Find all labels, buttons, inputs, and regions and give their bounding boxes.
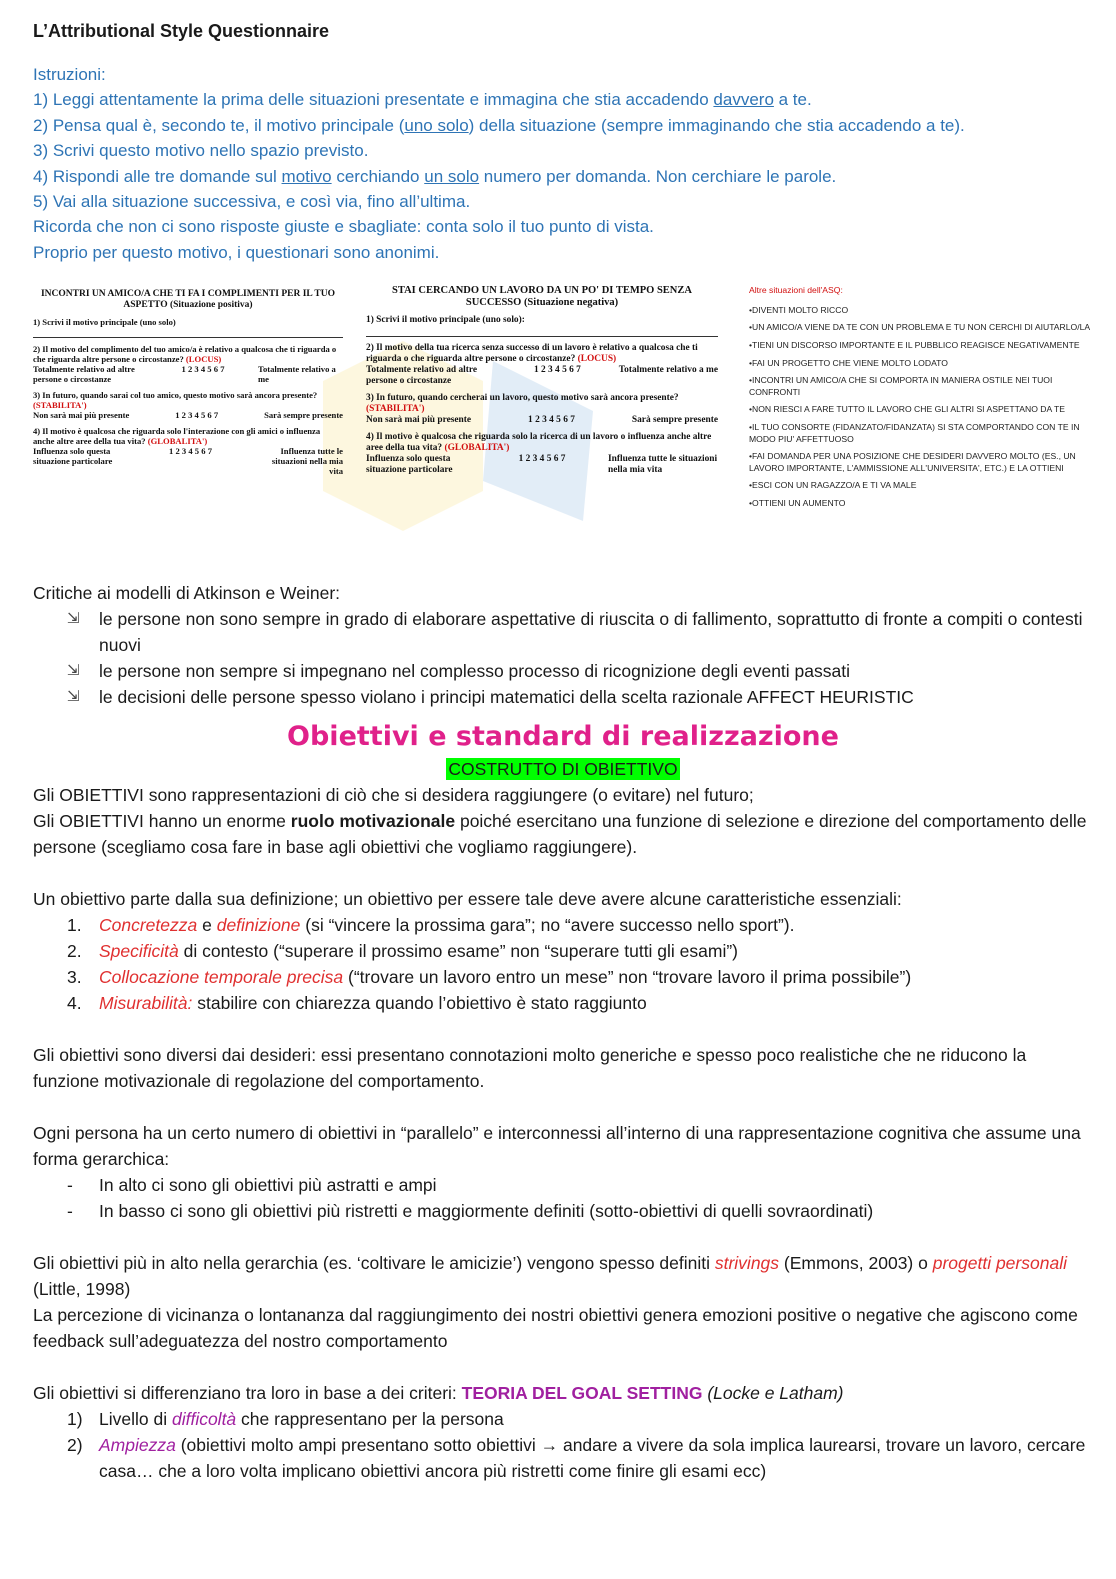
- instruction-4: 4) Rispondi alle tre domande sul motivo cerchiando un solo numero per domanda. Non cerchiare le parole.: [33, 166, 837, 186]
- list-item: •TIENI UN DISCORSO IMPORTANTE E IL PUBBLICO REAGISCE NEGATIVAMENTE: [749, 340, 1080, 351]
- paragraph: Un obiettivo parte dalla sua definizione; un obiettivo per essere tale deve avere alcune caratteristiche essenziali:: [33, 889, 902, 910]
- list-item: •OTTIENI UN AUMENTO: [749, 497, 846, 508]
- list-item: •FAI UN PROGETTO CHE VIENE MOLTO LODATO: [749, 357, 948, 368]
- arrow-bullet-icon: ⇲: [67, 688, 80, 706]
- paragraph: La percezione di vicinanza o lontananza dal raggiungimento dei nostri obiettivi genera emozioni positive o negative che agiscono come feedback sull’adeguatezza del nostro comportamento: [33, 1305, 1078, 1352]
- list-item: 1. Concretezza e definizione (si “vincere la prossima gara”; no “avere successo nello sport”).: [67, 915, 795, 936]
- paragraph: Gli obiettivi si differenziano tra loro in base a dei criteri: TEORIA DEL GOAL SETTING (Locke e Latham): [33, 1383, 844, 1404]
- list-item: •UN AMICO/A VIENE DA TE CON UN PROBLEMA E TU NON CERCHI DI AIUTARLO/LA: [749, 322, 1091, 333]
- list-item: 4. Misurabilità: stabilire con chiarezza quando l’obiettivo è stato raggiunto: [67, 993, 647, 1014]
- paragraph: Gli obiettivi più in alto nella gerarchia (es. ‘coltivare le amicizie’) vengono spesso definiti strivings (Emmons, 2003) o progetti personali (Little, 1998): [33, 1253, 1067, 1300]
- paragraph: Gli OBIETTIVI sono rappresentazioni di ciò che si desidera raggiungere (o evitare) nel futuro;: [33, 785, 754, 806]
- instruction-3: 3) Scrivi questo motivo nello spazio previsto.: [33, 141, 369, 161]
- list-item: •ESCI CON UN RAGAZZO/A E TI VA MALE: [749, 480, 917, 491]
- list-item: - In alto ci sono gli obiettivi più astratti e ampi: [67, 1175, 437, 1196]
- highlighted-subheading: COSTRUTTO DI OBIETTIVO: [448, 759, 678, 780]
- paragraph: Gli OBIETTIVI hanno un enorme ruolo motivazionale poiché esercitano una funzione di selezione e direzione del comportamento delle persone (scegliamo cosa fare in base agli obiettivi che vogliamo raggiungere).: [33, 811, 1087, 858]
- instructions: [33, 62, 1093, 265]
- critiques-list: [33, 606, 1093, 710]
- questionnaire-images: [33, 281, 1093, 566]
- hierarchy-list: [33, 1172, 1093, 1224]
- document-title: L’Attributional Style Questionnaire: [33, 21, 330, 41]
- instruction-1: 1) Leggi attentamente la prima delle situazioni presentate e immagina che stia accadendo davvero a te.: [33, 90, 812, 110]
- list-item: •DIVENTI MOLTO RICCO: [749, 304, 849, 315]
- other-situations-list: [749, 285, 1099, 515]
- instruction-note-2: Proprio per questo motivo, i questionari sono anonimi.: [33, 242, 440, 262]
- critiques-heading: Critiche ai modelli di Atkinson e Weiner:: [33, 583, 341, 604]
- arrow-bullet-icon: ⇲: [67, 662, 80, 680]
- list-item: •INCONTRI UN AMICO/A CHE SI COMPORTA IN MANIERA OSTILE NEI TUOI CONFRONTI: [749, 375, 1053, 397]
- instructions-heading: Istruzioni:: [33, 65, 106, 84]
- list-item: - In basso ci sono gli obiettivi più ristretti e maggiormente definiti (sotto-obiettivi di quelli sovraordinati): [67, 1201, 874, 1222]
- list-item: ⇲ le decisioni delle persone spesso violano i principi matematici della scelta razionale AFFECT HEURISTIC: [67, 684, 1093, 710]
- document-page: [33, 18, 1093, 1484]
- asq-negative-form: STAI CERCANDO UN LAVORO DA UN PO' DI TEMPO SENZA SUCCESSO (Situazione negativa) 1) Scrivi il motivo principale (uno solo): 2) Il motivo della tua ricerca senza successo di un lavoro è relativo a qualcosa che ti riguarda o che riguarda altre persone o circostanze? (LOCUS) Totalmente relativo ad altre persone o circostanze 1 2 3 4 5 6 7 Totalmente relativo a me 3) In futuro, quando cercherai un lavoro, questo motivo sarà ancora presente? (STABILITA') Non sarà mai più presente 1 2 3 4 5 6 7 Sarà sempre presente 4) Il motivo è qualcosa che riguarda solo la ricerca di un lavoro o influenza anche altre aree della tua vita? (GLOBALITA') Influenza solo questa situazione particolare 1 2 3 4 5 6 7 Influenza tutte le situazioni nella mia vita: [366, 285, 718, 476]
- characteristics-list: [33, 912, 1093, 1016]
- instruction-2: 2) Pensa qual è, secondo te, il motivo principale (uno solo) della situazione (sempre immaginando che stia accadendo a te).: [33, 115, 965, 135]
- list-item: ⇲ le persone non sempre si impegnano nel complesso processo di ricognizione degli eventi passati: [67, 658, 1093, 684]
- asq-positive-form: INCONTRI UN AMICO/A CHE TI FA I COMPLIMENTI PER IL TUO ASPETTO (Situazione positiva) 1) Scrivi il motivo principale (uno solo) 2) Il motivo del complimento del tuo amico/a è relativo a qualcosa che ti riguarda o che riguarda altre persone o circostanze? (LOCUS) Totalmente relativo ad altre persone o circostanze 1 2 3 4 5 6 7 Totalmente relativo a me 3) In futuro, quando sarai col tuo amico, questo motivo sarà ancora presente? (STABILITA') Non sarà mai più presente 1 2 3 4 5 6 7 Sarà sempre presente 4) Il motivo è qualcosa che riguarda solo l'interazione con gli amici o influenza anche altre aree della tua vita? (GLOBALITA') Influenza solo questa situazione particolare 1 2 3 4 5 6 7 Influenza tutte le situazioni nella mia vita: [33, 289, 343, 477]
- right-arrow-icon: →: [540, 1435, 559, 1456]
- list-item: 3. Collocazione temporale precisa (“trovare un lavoro entro un mese” non “trovare lavoro il prima possibile”): [67, 967, 912, 988]
- list-item: •FAI DOMANDA PER UNA POSIZIONE CHE DESIDERI DAVVERO MOLTO (ES., UN LAVORO IMPORTANTE, L'AMMISSIONE ALL'UNIVERSITA', ETC.) E LA OTTIENI: [749, 451, 1076, 473]
- list-item: 2) Ampiezza (obiettivi molto ampi presentano sotto obiettivi → andare a vivere da sola implica laurearsi, trovare un lavoro, cercare casa… che a loro volta implicano obiettivi ancora più ristretti come finire gli esami ecc): [67, 1435, 1086, 1482]
- list-item: 2. Specificità di contesto (“superare il prossimo esame” non “superare tutti gli esami”): [67, 941, 739, 962]
- paragraph: Gli obiettivi sono diversi dai desideri: essi presentano connotazioni molto generiche e spesso poco realistiche che ne riducono la funzione motivazionale di regolazione del comportamento.: [33, 1045, 1027, 1092]
- list-item: •IL TUO CONSORTE (FIDANZATO/FIDANZATA) SI STA COMPORTANDO CON TE IN MODO PIU' AFFETTUOSO: [749, 422, 1080, 444]
- arrow-bullet-icon: ⇲: [67, 610, 80, 628]
- list-item: •NON RIESCI A FARE TUTTO IL LAVORO CHE GLI ALTRI SI ASPETTANO DA TE: [749, 404, 1065, 415]
- instruction-note-1: Ricorda che non ci sono risposte giuste e sbagliate: conta solo il tuo punto di vista.: [33, 217, 654, 237]
- paragraph: Ogni persona ha un certo numero di obiettivi in “parallelo” e interconnessi all’interno di una rappresentazione cognitiva che assume una forma gerarchica:: [33, 1123, 1081, 1170]
- list-item: ⇲ le persone non sono sempre in grado di elaborare aspettative di riuscita o di fallimento, soprattutto di fronte a compiti o contesti nuovi: [67, 606, 1093, 658]
- goal-setting-list: [33, 1406, 1093, 1484]
- list-item: 1) Livello di difficoltà che rappresentano per la persona: [67, 1409, 504, 1430]
- other-situations-heading: Altre situazioni dell'ASQ:: [749, 285, 843, 296]
- instruction-5: 5) Vai alla situazione successiva, e così via, fino all’ultima.: [33, 192, 471, 212]
- section-heading: Obiettivi e standard di realizzazione: [287, 721, 839, 753]
